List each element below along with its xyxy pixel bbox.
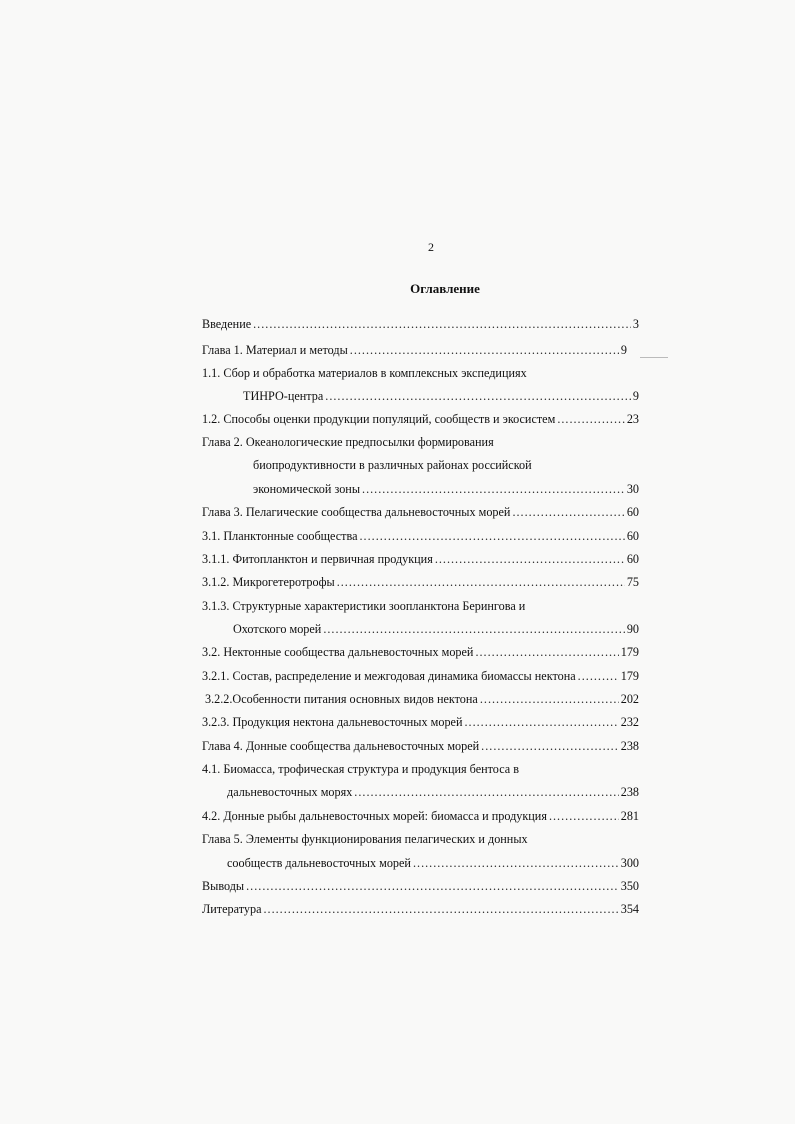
dot-leader — [435, 551, 625, 567]
toc-entry-chapter-5[interactable] — [227, 855, 639, 871]
dot-leader — [350, 342, 619, 358]
toc-entry-introduction[interactable] — [202, 316, 639, 332]
toc-entry-page: 238 — [620, 739, 639, 753]
page-number: 2 — [428, 240, 434, 254]
toc-entry-page: 60 — [626, 505, 639, 519]
dot-leader — [263, 901, 618, 917]
toc-entry-section-3-2[interactable] — [202, 644, 639, 660]
toc-entry-label: экономической зоны — [253, 482, 361, 496]
toc-entry-page: 9 — [620, 343, 627, 357]
toc-entry-label: 3.1. Планктонные сообщества — [202, 529, 358, 543]
toc-entry-page: 9 — [632, 389, 639, 403]
toc-entry-page: 90 — [626, 622, 639, 636]
toc-entry-page: 23 — [626, 412, 639, 426]
dot-leader — [362, 481, 625, 497]
toc-entry-page: 350 — [620, 879, 639, 893]
toc-entry-section-3-1[interactable] — [202, 528, 639, 544]
toc-entry-chapter-2-line1[interactable]: Глава 2. Океанологические предпосылки формирования — [202, 435, 494, 449]
dot-leader — [512, 504, 624, 520]
toc-entry-section-1-1-line1[interactable]: 1.1. Сбор и обработка материалов в комплексных экспедициях — [202, 366, 527, 380]
toc-entry-chapter-3[interactable] — [202, 504, 639, 520]
toc-entry-label: Литература — [202, 902, 262, 916]
toc-entry-page: 179 — [620, 669, 639, 683]
dot-leader — [549, 808, 619, 824]
toc-entry-chapter-2-line2[interactable]: биопродуктивности в различных районах российской — [253, 458, 532, 472]
toc-entry-label: сообществ дальневосточных морей — [227, 856, 411, 870]
toc-entry-section-1-2[interactable] — [202, 411, 639, 427]
toc-entry-chapter-1[interactable] — [202, 342, 627, 358]
toc-entry-literature[interactable] — [202, 901, 639, 917]
toc-title: Оглавление — [410, 281, 480, 296]
toc-entry-label: Глава 3. Пелагические сообщества дальневосточных морей — [202, 505, 511, 519]
scan-artifact — [640, 357, 668, 358]
toc-entry-label: дальневосточных морях — [227, 785, 353, 799]
toc-entry-chapter-4[interactable] — [202, 738, 639, 754]
toc-entry-label: Охотского морей — [233, 622, 322, 636]
dot-leader — [413, 855, 619, 871]
dot-leader — [464, 714, 618, 730]
dot-leader — [360, 528, 625, 544]
toc-entry-page: 281 — [620, 809, 639, 823]
toc-entry-label: 3.2.1. Состав, распределение и межгодовая динамика биомассы нектона — [202, 669, 576, 683]
toc-entry-section-1-1[interactable] — [243, 388, 639, 404]
toc-entry-page: 30 — [626, 482, 639, 496]
toc-entry-section-4-2[interactable] — [202, 808, 639, 824]
toc-entry-label: Выводы — [202, 879, 245, 893]
toc-entry-section-4-1-line1[interactable]: 4.1. Биомасса, трофическая структура и продукция бентоса в — [202, 762, 519, 776]
toc-entry-section-4-1[interactable] — [227, 784, 639, 800]
dot-leader — [246, 878, 619, 894]
toc-entry-chapter-5-line1[interactable]: Глава 5. Элементы функционирования пелагических и донных — [202, 832, 528, 846]
toc-entry-section-3-1-3[interactable] — [233, 621, 639, 637]
dot-leader — [480, 691, 619, 707]
toc-entry-label: Глава 1. Материал и методы — [202, 343, 348, 357]
toc-entry-page: 60 — [626, 529, 639, 543]
dot-leader — [475, 644, 618, 660]
dot-leader — [354, 784, 618, 800]
dot-leader — [481, 738, 619, 754]
dot-leader — [253, 316, 631, 332]
toc-entry-section-3-2-3[interactable] — [202, 714, 639, 730]
toc-entry-section-3-1-2[interactable] — [202, 574, 639, 590]
toc-entry-page: 60 — [626, 552, 639, 566]
toc-entry-page: 202 — [620, 692, 639, 706]
toc-entry-label: ТИНРО-центра — [243, 389, 324, 403]
dot-leader — [337, 574, 625, 590]
toc-entry-page: 354 — [620, 902, 639, 916]
toc-entry-label: 3.2.3. Продукция нектона дальневосточных морей — [202, 715, 463, 729]
toc-entry-label: 3.2.2.Особенности питания основных видов нектона — [205, 692, 478, 706]
toc-entry-label: Глава 4. Донные сообщества дальневосточных морей — [202, 739, 480, 753]
dot-leader — [325, 388, 631, 404]
dot-leader — [323, 621, 625, 637]
toc-entry-conclusions[interactable] — [202, 878, 639, 894]
dot-leader — [557, 411, 625, 427]
toc-entry-label: Введение — [202, 317, 252, 331]
dot-leader — [578, 668, 619, 684]
toc-entry-label: 1.2. Способы оценки продукции популяций, сообществ и экосистем — [202, 412, 556, 426]
toc-entry-label: 3.1.2. Микрогетеротрофы — [202, 575, 335, 589]
toc-entry-label: 3.2. Нектонные сообщества дальневосточных морей — [202, 645, 474, 659]
toc-entry-page: 3 — [632, 317, 639, 331]
toc-entry-section-3-1-1[interactable] — [202, 551, 639, 567]
toc-entry-page: 179 — [620, 645, 639, 659]
toc-entry-section-3-1-3-line1[interactable]: 3.1.3. Структурные характеристики зоопланктона Берингова и — [202, 599, 526, 613]
toc-entry-chapter-2[interactable] — [253, 481, 639, 497]
toc-entry-section-3-2-2[interactable] — [205, 691, 639, 707]
toc-entry-section-3-2-1[interactable] — [202, 668, 639, 684]
toc-entry-page: 232 — [620, 715, 639, 729]
toc-entry-page: 75 — [626, 575, 639, 589]
toc-entry-label: 4.2. Донные рыбы дальневосточных морей: биомасса и продукция — [202, 809, 547, 823]
toc-entry-label: 3.1.1. Фитопланктон и первичная продукция — [202, 552, 433, 566]
toc-entry-page: 238 — [620, 785, 639, 799]
toc-entry-page: 300 — [620, 856, 639, 870]
